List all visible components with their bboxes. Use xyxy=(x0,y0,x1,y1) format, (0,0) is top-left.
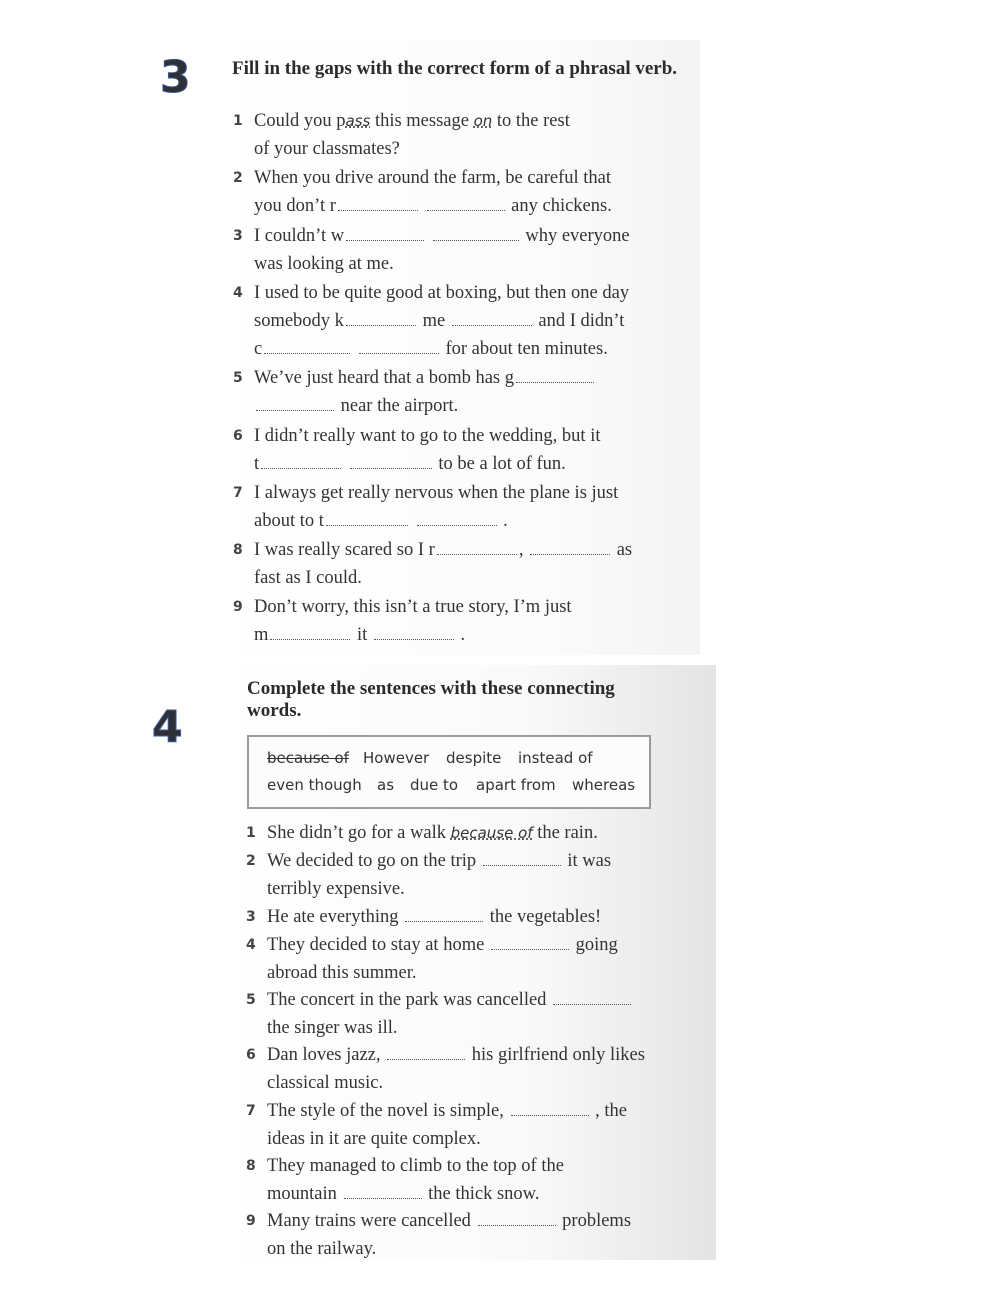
word-box xyxy=(247,735,651,809)
answer-gap[interactable] xyxy=(427,196,505,211)
item-text: The style of the novel is simple, xyxy=(267,1101,509,1121)
item-text: why everyone xyxy=(520,226,630,246)
list-item xyxy=(246,986,633,1042)
item-text: any chickens. xyxy=(506,196,612,216)
item-text: When you drive around the farm, be careful that xyxy=(254,168,612,188)
item-number: 6 xyxy=(246,1047,256,1063)
item-number: 6 xyxy=(233,428,243,444)
item-text: the rain. xyxy=(532,823,598,843)
item-text: classical music. xyxy=(267,1073,384,1093)
item-text: They decided to stay at home xyxy=(267,935,489,955)
item-text: problems xyxy=(557,1211,632,1231)
item-number: 1 xyxy=(246,825,256,841)
item-text: the singer was ill. xyxy=(267,1018,398,1038)
item-text: on the railway. xyxy=(267,1239,377,1259)
item-text: t xyxy=(254,454,260,474)
answer-gap[interactable] xyxy=(374,625,454,640)
word-box-item: even though xyxy=(267,776,362,794)
word-box-item: instead of xyxy=(518,749,593,767)
item-text: We decided to go on the trip xyxy=(267,851,481,871)
answer-gap[interactable] xyxy=(511,1101,589,1116)
list-item xyxy=(246,819,598,847)
item-number: 1 xyxy=(233,113,243,129)
answer-gap[interactable] xyxy=(344,1184,422,1199)
item-text: it was xyxy=(562,851,612,871)
item-text: somebody k xyxy=(254,311,344,331)
item-number: 3 xyxy=(246,909,256,925)
answer-gap[interactable] xyxy=(483,851,561,866)
item-text: Could you p xyxy=(254,111,346,131)
item-text: for about ten minutes. xyxy=(440,339,608,359)
list-item xyxy=(246,1041,645,1097)
list-item xyxy=(233,222,630,278)
item-number: 5 xyxy=(233,370,243,386)
item-text: I was really scared so I r xyxy=(254,540,435,560)
item-text: to be a lot of fun. xyxy=(433,454,566,474)
answer-gap[interactable] xyxy=(478,1211,556,1226)
answer-gap[interactable] xyxy=(346,311,416,326)
item-number: 8 xyxy=(233,542,243,558)
item-text: his girlfriend only likes xyxy=(467,1045,645,1065)
answer-gap[interactable] xyxy=(261,454,341,469)
word-box-item: apart from xyxy=(476,776,556,794)
item-number: 3 xyxy=(233,228,243,244)
answer-gap[interactable] xyxy=(338,196,418,211)
word-box-item: as xyxy=(377,776,395,794)
answer-gap[interactable] xyxy=(417,511,497,526)
item-text: . xyxy=(498,511,508,531)
item-text: it xyxy=(352,625,372,645)
item-text: going xyxy=(570,935,618,955)
list-item xyxy=(233,479,619,535)
item-text: I couldn’t w xyxy=(254,226,345,246)
item-text: They managed to climb to the top of the xyxy=(267,1156,564,1176)
handwritten-answer[interactable]: on xyxy=(473,112,493,130)
item-number: 4 xyxy=(246,937,256,953)
answer-gap[interactable] xyxy=(326,511,408,526)
answer-gap[interactable] xyxy=(452,311,532,326)
list-item xyxy=(246,1097,627,1153)
item-text: I always get really nervous when the plane is just xyxy=(254,483,619,503)
item-text: I used to be quite good at boxing, but then one day xyxy=(254,283,630,303)
item-number: 2 xyxy=(233,170,243,186)
word-box-item: despite xyxy=(446,749,502,767)
answer-gap[interactable] xyxy=(405,907,483,922)
item-number: 4 xyxy=(233,285,243,301)
item-text: and I didn’t xyxy=(533,311,625,331)
item-text: . xyxy=(455,625,466,645)
list-item xyxy=(233,279,630,363)
answer-gap[interactable] xyxy=(433,226,519,241)
answer-gap[interactable] xyxy=(437,540,517,555)
item-text: c xyxy=(254,339,263,359)
item-text: terribly expensive. xyxy=(267,879,405,899)
list-item xyxy=(233,364,596,420)
list-item xyxy=(233,164,612,220)
item-text: Dan loves jazz, xyxy=(267,1045,386,1065)
handwritten-answer[interactable]: ass xyxy=(345,112,371,130)
item-number: 7 xyxy=(233,485,243,501)
answer-gap[interactable] xyxy=(359,339,439,354)
item-text: m xyxy=(254,625,269,645)
answer-gap[interactable] xyxy=(350,454,432,469)
item-text: abroad this summer. xyxy=(267,963,417,983)
item-text: the thick snow. xyxy=(423,1184,540,1204)
item-text: to the rest xyxy=(492,111,570,131)
item-text: me xyxy=(417,311,450,331)
item-text: mountain xyxy=(267,1184,342,1204)
list-item xyxy=(246,847,612,903)
list-item xyxy=(233,593,572,649)
word-box-item: However xyxy=(363,749,430,767)
word-box-item: because of xyxy=(267,749,349,767)
item-text: Many trains were cancelled xyxy=(267,1211,476,1231)
item-text: as xyxy=(612,540,633,560)
item-text: I didn’t really want to go to the wedding, but it xyxy=(254,426,601,446)
item-text: fast as I could. xyxy=(254,568,362,588)
item-number: 9 xyxy=(246,1213,256,1229)
section-4-heading: Complete the sentences with these connecting words. xyxy=(247,678,615,721)
item-number: 8 xyxy=(246,1158,256,1174)
answer-gap[interactable] xyxy=(387,1045,465,1060)
item-text: of your classmates? xyxy=(254,139,400,159)
list-item xyxy=(246,1207,632,1263)
answer-gap[interactable] xyxy=(256,396,334,411)
item-text: you don’t r xyxy=(254,196,336,216)
item-text: was looking at me. xyxy=(254,254,394,274)
answer-gap[interactable] xyxy=(530,540,610,555)
answer-gap[interactable] xyxy=(553,990,631,1005)
answer-gap[interactable] xyxy=(270,625,350,640)
item-text: Don’t worry, this isn’t a true story, I’m just xyxy=(254,597,572,617)
item-text: about to t xyxy=(254,511,324,531)
list-item xyxy=(233,422,601,478)
section-3-heading: Fill in the gaps with the correct form of a phrasal verb. xyxy=(232,58,678,79)
list-item: 8 I was really scared so I r , as fast as I could. xyxy=(254,536,632,592)
answer-gap[interactable] xyxy=(491,935,569,950)
item-text: We’ve just heard that a bomb has g xyxy=(254,368,515,388)
item-number: 7 xyxy=(246,1103,256,1119)
section-3-number: 3 xyxy=(160,52,191,103)
item-number: 5 xyxy=(246,992,256,1008)
list-item xyxy=(233,107,570,163)
handwritten-answer[interactable]: because of xyxy=(450,824,533,842)
item-text: She didn’t go for a walk xyxy=(267,823,451,843)
word-box-item: due to xyxy=(410,776,459,794)
item-text: He ate everything xyxy=(267,907,404,927)
answer-gap[interactable] xyxy=(264,339,350,354)
item-text: , the xyxy=(590,1101,627,1121)
item-text: ideas in it are quite complex. xyxy=(267,1129,481,1149)
item-text: The concert in the park was cancelled xyxy=(267,990,552,1010)
item-number: 2 xyxy=(246,853,256,869)
word-box-item: whereas xyxy=(572,776,636,794)
item-text: this message xyxy=(370,111,474,131)
list-item xyxy=(246,903,602,931)
list-item xyxy=(246,931,618,987)
item-text: near the airport. xyxy=(336,396,459,416)
answer-gap[interactable] xyxy=(516,368,594,383)
answer-gap[interactable] xyxy=(346,226,424,241)
section-4-number: 4 xyxy=(152,702,183,753)
item-text: the vegetables! xyxy=(485,907,602,927)
list-item xyxy=(246,1152,564,1208)
item-number: 9 xyxy=(233,599,243,615)
